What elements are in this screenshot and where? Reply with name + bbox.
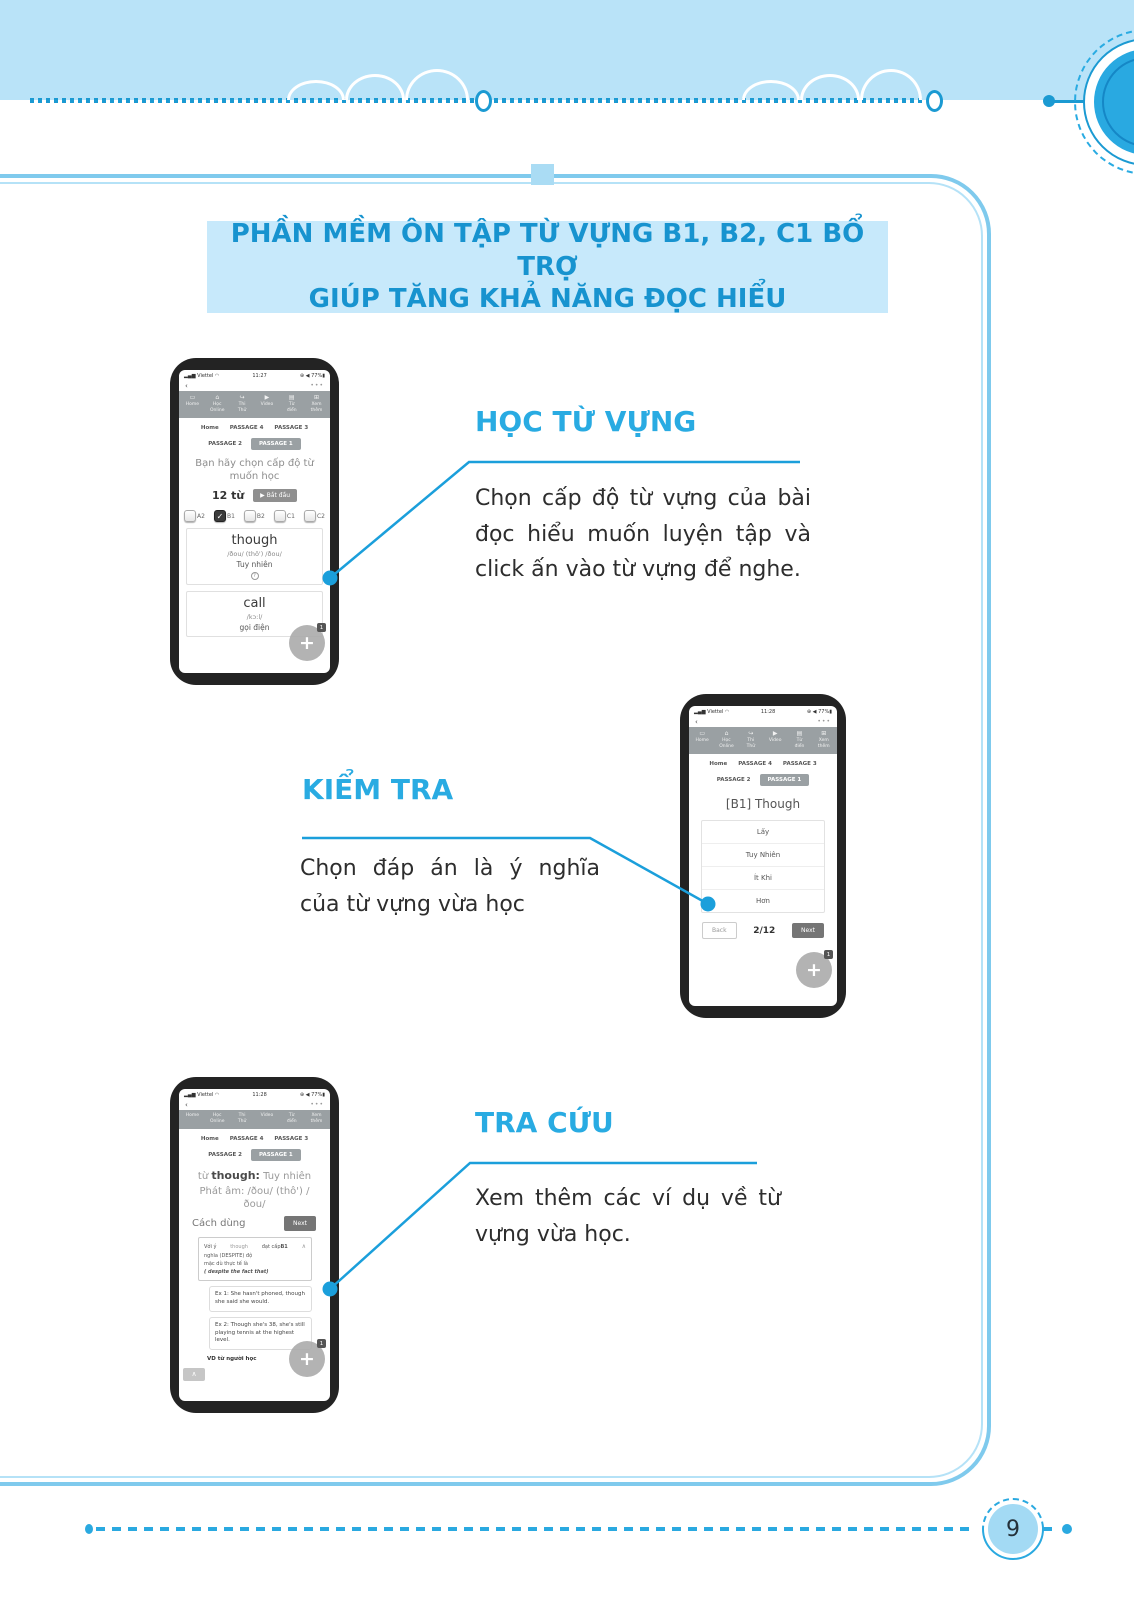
tab-home[interactable]: Home xyxy=(200,425,219,431)
level-a2[interactable]: A2 xyxy=(184,510,205,522)
phone3-screen xyxy=(179,1089,330,1401)
quiz-question: [B1] Though xyxy=(725,797,801,811)
wifi-icon: ◠ xyxy=(724,709,730,715)
nav-item-thi-thu[interactable]: ↪ Thi Thử xyxy=(739,730,763,750)
nav-item-hoc-online[interactable]: Học Online xyxy=(209,1113,225,1124)
carrier-label: Viettel xyxy=(197,1092,214,1098)
video-icon: ▶ xyxy=(772,730,778,737)
tab-passage3[interactable]: PASSAGE 3 xyxy=(274,1136,309,1142)
example-card-2: Ex 2: Though she's 38, she's still playing tennis at the highest level. xyxy=(209,1317,312,1351)
battery-icon: ▮ xyxy=(322,373,325,379)
phone-mockup-learn xyxy=(170,358,339,685)
tab-home[interactable]: Home xyxy=(200,1136,219,1142)
level-prompt: Bạn hãy chọn cấp độ từ muốn học xyxy=(195,458,314,482)
nav-item-tu-dien[interactable]: ▤ Từ điển xyxy=(787,730,811,750)
word-card-call[interactable]: call /kɔ:l/ gọi điện xyxy=(186,591,323,637)
learner-examples-label: VD từ người học xyxy=(207,1356,257,1363)
page-number-badge: 9 xyxy=(988,1504,1038,1554)
battery-icon: ▮ xyxy=(322,1092,325,1098)
checkbox-a2[interactable] xyxy=(184,510,196,522)
tab-passage4[interactable]: PASSAGE 4 xyxy=(229,425,264,431)
battery-group xyxy=(300,373,325,379)
phonetic-line: Phát âm: /ðou/ (thô') / ðou/ xyxy=(199,1186,310,1210)
level-b1[interactable]: ✓ B1 xyxy=(214,510,235,522)
nav-item-thi-thu[interactable]: Thi Thử xyxy=(237,1113,247,1124)
clock: 11:28 xyxy=(760,709,776,715)
checkbox-b2[interactable] xyxy=(244,510,256,522)
nav-item-thi-thu[interactable]: ↪ Thi Thử xyxy=(230,394,255,414)
back-chevron-icon[interactable]: ‹ xyxy=(185,1100,188,1109)
section-heading-kiem-tra: KIỂM TRA xyxy=(302,773,454,806)
quiz-option-1[interactable]: Lấy xyxy=(702,821,824,844)
more-dots-icon[interactable]: ••• xyxy=(310,1101,324,1108)
circle-connector-dot xyxy=(1043,95,1055,107)
video-icon: ▶ xyxy=(264,394,270,401)
nav-item-xem-them[interactable]: Xem thêm xyxy=(310,1113,323,1124)
bottom-dashed-line xyxy=(1043,1527,1056,1531)
nav-item-home[interactable]: ▭ Home xyxy=(180,394,205,414)
add-floating-button[interactable] xyxy=(289,625,325,661)
signal-carrier xyxy=(184,1092,219,1098)
signal-icon: ▂▄▆ xyxy=(184,373,196,379)
word-card-though[interactable]: though /ðou/ (thô') /ðou/ Tuy nhiên ? xyxy=(186,528,323,585)
app-navbar xyxy=(689,727,837,754)
section-heading-tra-cuu: TRA CỨU xyxy=(475,1106,614,1139)
start-button[interactable]: ▶ Bắt đầu xyxy=(253,489,297,502)
app-navbar xyxy=(179,391,330,418)
next-button[interactable]: Next xyxy=(284,1216,316,1231)
status-icons: ⊕ ◀ xyxy=(299,1092,310,1098)
play-icon: ▶ xyxy=(260,492,265,499)
arrow-icon: ↪ xyxy=(239,394,245,401)
tab-passage2[interactable]: PASSAGE 2 xyxy=(208,1152,242,1158)
nav-item-tu-dien[interactable]: Từ điển xyxy=(286,1113,297,1124)
page-title xyxy=(207,221,888,313)
fab-badge: 1 xyxy=(317,1339,326,1348)
house-icon: ⌂ xyxy=(724,730,729,737)
bottom-dashed-line xyxy=(96,1527,976,1531)
arrow-icon: ↪ xyxy=(748,730,754,737)
monitor-icon: ▭ xyxy=(189,394,196,401)
level-checkboxes xyxy=(179,510,330,522)
status-icons: ⊕ ◀ xyxy=(806,709,817,715)
battery-percent: 77% xyxy=(311,373,323,379)
usage-card[interactable]: Với ý though đạt cấpB1 ∧ nghĩa (DESPITE) độ mặc dù thực tế là ( despite the fact that) xyxy=(198,1237,312,1281)
monitor-icon: ▭ xyxy=(699,730,705,737)
word-headline: từ though: Tuy nhiên xyxy=(197,1169,312,1182)
tab-passage1-active[interactable]: PASSAGE 1 xyxy=(251,1149,301,1161)
top-band xyxy=(0,0,1134,100)
status-icons: ⊕ ◀ xyxy=(299,373,310,379)
example-card-1: Ex 1: She hasn't phoned, though she said she would. xyxy=(209,1286,312,1312)
more-dots-icon[interactable]: ••• xyxy=(817,718,831,725)
clock: 11:27 xyxy=(252,373,267,379)
signal-carrier xyxy=(184,373,219,379)
passage-tabs-row2 xyxy=(179,438,330,450)
checkbox-c1[interactable] xyxy=(274,510,286,522)
wifi-icon: ◠ xyxy=(214,373,220,379)
check-icon: ✓ xyxy=(216,511,224,521)
tab-passage1-active[interactable]: PASSAGE 1 xyxy=(760,774,810,786)
nav-item-xem-them[interactable]: ⊞ Xem thêm xyxy=(304,394,329,414)
usage-label: Cách dùng xyxy=(192,1218,246,1229)
carrier-label: Viettel xyxy=(707,709,724,715)
phone-mockup-lookup xyxy=(170,1077,339,1413)
tab-passage2[interactable]: PASSAGE 2 xyxy=(208,441,242,447)
usage-row xyxy=(192,1216,316,1231)
passage-tabs-row1 xyxy=(179,425,330,431)
house-icon: ⌂ xyxy=(215,394,220,401)
passage-tabs-row2 xyxy=(179,1149,330,1161)
passage-tabs-row2 xyxy=(689,774,837,786)
quiz-option-2[interactable]: Tuy Nhiên xyxy=(702,844,824,867)
clock: 11:28 xyxy=(252,1092,267,1098)
browser-row xyxy=(179,380,330,391)
quiz-option-3[interactable]: Ít Khi xyxy=(702,867,824,890)
book-icon: ▤ xyxy=(796,730,803,737)
phone1-screen xyxy=(179,370,330,673)
battery-icon: ▮ xyxy=(829,709,832,715)
help-icon[interactable]: ? xyxy=(251,572,259,580)
level-c2[interactable]: C2 xyxy=(304,510,325,522)
quiz-progress: 2/12 xyxy=(753,925,776,936)
carrier-label: Viettel xyxy=(197,373,214,379)
nav-item-video[interactable]: ▶ Video xyxy=(254,394,279,414)
browser-row xyxy=(689,716,837,727)
plus-icon: + xyxy=(299,1348,315,1370)
battery-percent: 77% xyxy=(311,1092,323,1098)
dash-end-dot xyxy=(85,1524,93,1534)
checkbox-c2[interactable] xyxy=(304,510,316,522)
grid-icon: ⊞ xyxy=(821,730,827,737)
grid-icon: ⊞ xyxy=(314,394,320,401)
checkbox-b1[interactable] xyxy=(214,510,226,522)
plus-icon: + xyxy=(806,959,822,981)
tab-passage4[interactable]: PASSAGE 4 xyxy=(229,1136,264,1142)
level-c1[interactable]: C1 xyxy=(274,510,295,522)
nav-item-tu-dien[interactable]: ▤ Từ điển xyxy=(279,394,304,414)
more-dots-icon[interactable]: ••• xyxy=(310,382,324,389)
tab-passage2[interactable]: PASSAGE 2 xyxy=(716,777,751,783)
browser-row xyxy=(179,1099,330,1110)
scroll-top-button[interactable]: ∧ xyxy=(183,1368,205,1381)
status-bar xyxy=(179,1089,330,1099)
status-bar xyxy=(179,370,330,380)
dash-end-dot xyxy=(1062,1524,1072,1534)
quiz-option-4[interactable]: Hơn xyxy=(756,897,770,905)
battery-group xyxy=(300,1092,325,1098)
phone-mockup-quiz xyxy=(680,694,846,1018)
ring-decoration xyxy=(926,90,943,112)
nav-item-xem-them[interactable]: ⊞ Xem thêm xyxy=(812,730,836,750)
back-button[interactable]: Back xyxy=(702,922,737,939)
passage-tabs-row1 xyxy=(689,761,837,767)
fab-badge: 1 xyxy=(317,623,326,632)
app-navbar xyxy=(179,1110,330,1129)
battery-percent: 77% xyxy=(818,709,830,715)
section-body-kiem-tra: Chọn đáp án là ý nghĩa của từ vựng vừa học xyxy=(300,856,600,917)
quiz-options xyxy=(701,820,825,913)
quiz-pager xyxy=(702,922,824,939)
battery-group xyxy=(807,709,832,715)
back-chevron-icon[interactable]: ‹ xyxy=(185,381,188,390)
border-chip-decoration xyxy=(531,164,554,185)
section-body-tra-cuu: Xem thêm các ví dụ về từ vựng vừa học. xyxy=(475,1186,781,1247)
back-chevron-icon[interactable]: ‹ xyxy=(695,717,698,726)
plus-icon: + xyxy=(299,632,315,654)
phone2-screen xyxy=(689,706,837,1006)
level-b2[interactable]: B2 xyxy=(244,510,265,522)
section-body-hoc-tu-vung: Chọn cấp độ từ vựng của bài đọc hiểu muốn luyện tập và click ấn vào từ vựng để nghe. xyxy=(475,486,811,583)
collapse-icon[interactable]: ∧ xyxy=(301,1243,306,1250)
nav-item-hoc-online[interactable]: ⌂ Học Online xyxy=(714,730,738,750)
signal-carrier xyxy=(694,709,729,715)
word-count: 12 từ xyxy=(211,489,245,502)
page-title-line2: GIÚP TĂNG KHẢ NĂNG ĐỌC HIỂU xyxy=(308,284,787,315)
status-bar xyxy=(689,706,837,716)
nav-item-video[interactable]: ▶ Video xyxy=(763,730,787,750)
ring-decoration xyxy=(475,90,492,112)
tab-passage1-active[interactable]: PASSAGE 1 xyxy=(251,438,301,450)
nav-item-home[interactable]: ▭ Home xyxy=(690,730,714,750)
wifi-icon: ◠ xyxy=(214,1092,220,1098)
count-row xyxy=(179,489,330,502)
nav-item-video[interactable]: Video xyxy=(260,1113,274,1118)
nav-item-hoc-online[interactable]: ⌂ Học Online xyxy=(205,394,230,414)
tab-passage4[interactable]: PASSAGE 4 xyxy=(738,761,772,767)
signal-icon: ▂▄▆ xyxy=(184,1092,196,1098)
tab-passage3[interactable]: PASSAGE 3 xyxy=(274,425,309,431)
add-floating-button[interactable] xyxy=(796,952,832,988)
fab-badge: 1 xyxy=(824,950,833,959)
signal-icon: ▂▄▆ xyxy=(694,709,706,715)
tab-passage3[interactable]: PASSAGE 3 xyxy=(782,761,817,767)
tab-home[interactable]: Home xyxy=(709,761,728,767)
book-icon: ▤ xyxy=(288,394,295,401)
page-title-line1: PHẦN MỀM ÔN TẬP TỪ VỰNG B1, B2, C1 BỔ TRỢ xyxy=(230,219,865,282)
add-floating-button[interactable] xyxy=(289,1341,325,1377)
passage-tabs-row1 xyxy=(179,1136,330,1142)
section-heading-hoc-tu-vung: HỌC TỪ VỰNG xyxy=(475,405,697,438)
nav-item-home[interactable]: Home xyxy=(185,1113,200,1118)
next-button[interactable]: Next xyxy=(792,923,824,938)
